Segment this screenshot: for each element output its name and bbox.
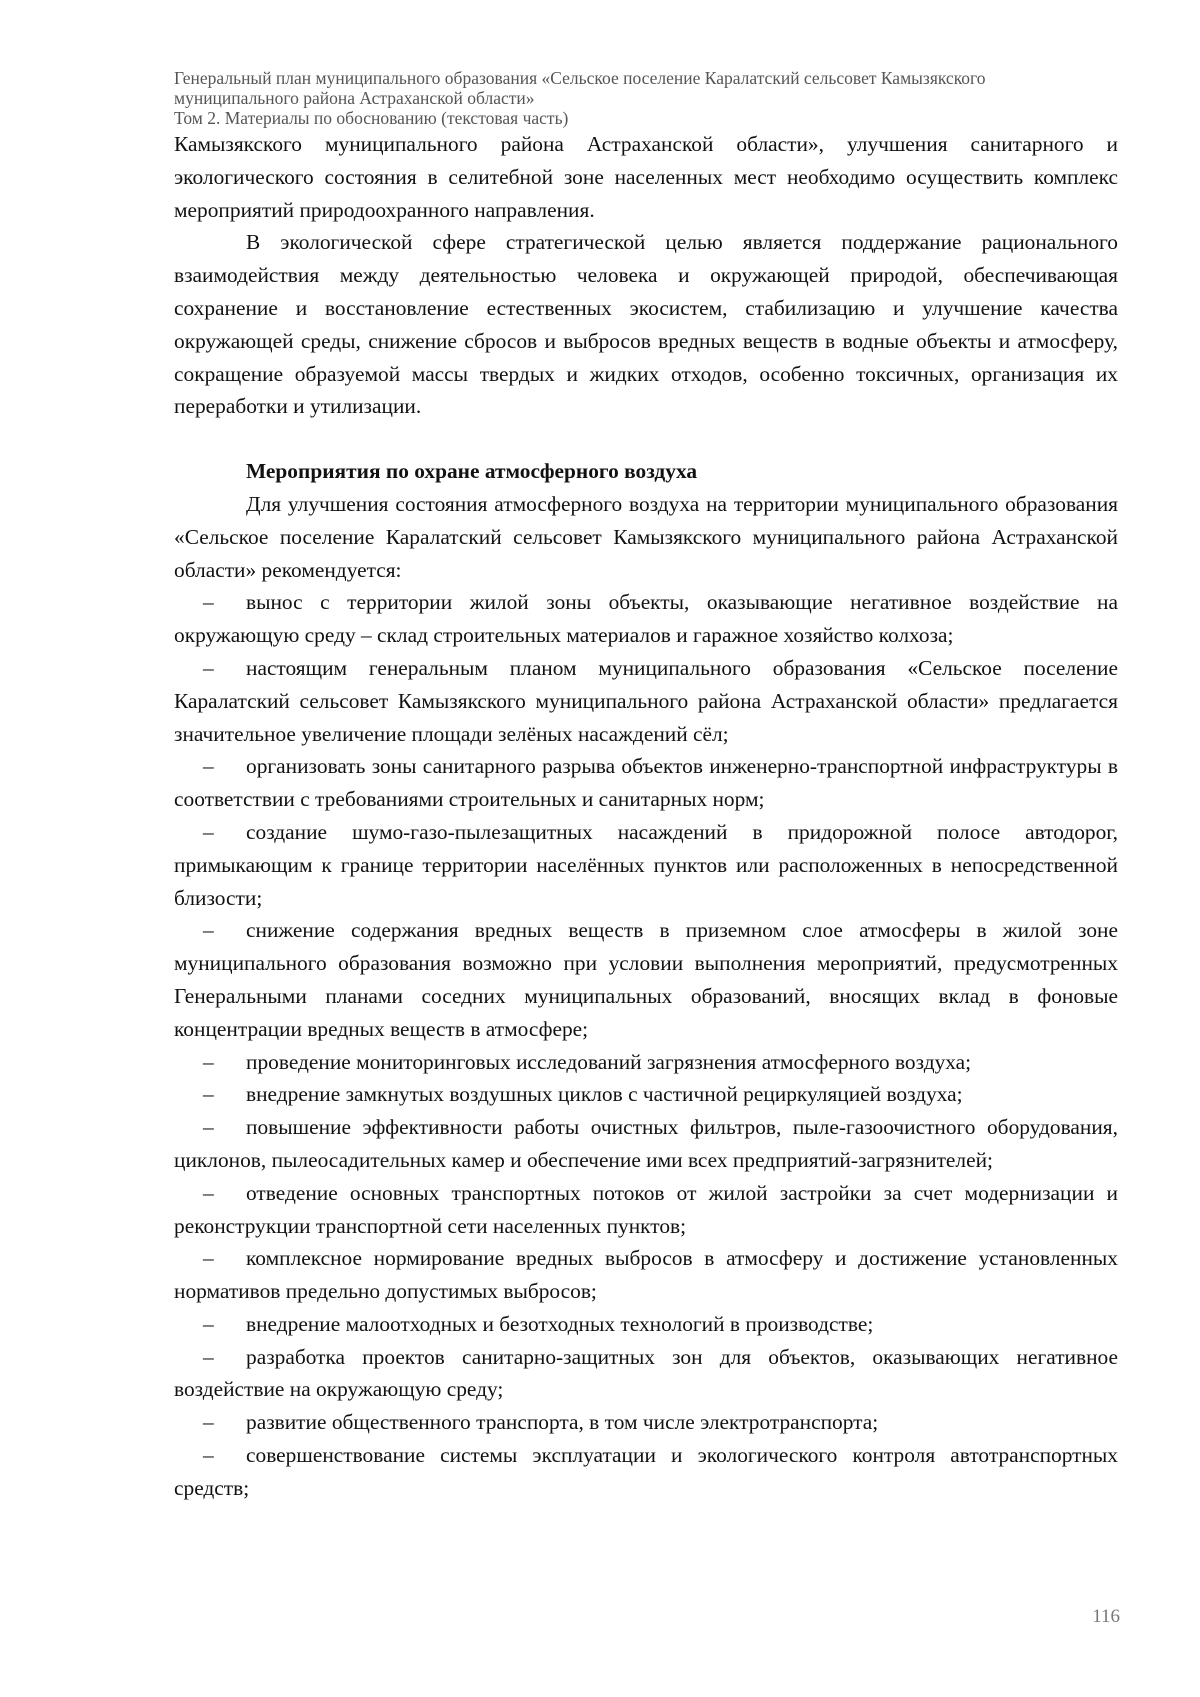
list-item (174, 1078, 1118, 1111)
dash-marker: – (203, 655, 214, 680)
list-item (174, 1308, 1118, 1341)
dash-marker: – (203, 590, 214, 615)
header-title-line-2: муниципального района Астраханской области» (174, 88, 535, 108)
header-volume-line: Том 2. Материалы по обоснованию (текстовая часть) (174, 108, 569, 128)
list-item-text: создание шумо-газо-пылезащитных насаждений в придорожной полосе автодорог, примыкающим к границе территории населённых пунктов или расположенных в непосредственной близости; (174, 819, 1118, 910)
list-item (174, 914, 1118, 1045)
document-body (174, 128, 1118, 1505)
dash-marker: – (203, 1344, 214, 1369)
list-item (174, 1111, 1118, 1177)
dash-marker: – (203, 754, 214, 779)
list-item-text: повышение эффективности работы очистных фильтров, пыле-газоочистного оборудования, циклонов, пылеосадительных камер и обеспечение ими всех предприятий-загрязнителей; (174, 1115, 1118, 1172)
list-item-text: развитие общественного транспорта, в том числе электротранспорта; (246, 1410, 879, 1435)
list-item (174, 1242, 1118, 1308)
list-item-text: организовать зоны санитарного разрыва объектов инженерно-транспортной инфраструктуры в соответствии с требованиями строительных и санитарных норм; (174, 754, 1118, 812)
section-heading: Мероприятия по охране атмосферного воздуха (246, 459, 698, 484)
dash-marker: – (203, 1311, 214, 1336)
list-item-text: снижение содержания вредных веществ в приземном слое атмосферы в жилой зоне муниципального образования возможно при условии выполнения мероприятий, предусмотренных Генеральными планами соседних муниципальных образований, вносящих вклад в фоновые концентрации вредных веществ в атмосфере; (174, 918, 1118, 1041)
paragraph-ecology-goal: В экологической сфере стратегической целью является поддержание рационального взаимодействия между деятельностью человека и окружающей природой, обеспечивающая сохранение и восстановление естественных экосистем, стабилизацию и улучшение качества окружающей среды, снижение сбросов и выбросов вредных веществ в водные объекты и атмосферу, сокращение образуемой массы твердых и жидких отходов, особенно токсичных, организация их переработки и утилизации. (174, 230, 1118, 419)
list-item (174, 652, 1118, 750)
section-intro: Для улучшения состояния атмосферного воздуха на территории муниципального образования «Сельское поселение Каралатский сельсовет Камызякского муниципального района Астраханской области» рекомендуется: (174, 491, 1118, 582)
dash-marker: – (203, 1082, 214, 1107)
list-item (174, 586, 1118, 652)
dash-marker: – (203, 819, 214, 844)
dash-marker: – (203, 1049, 214, 1074)
dash-marker: – (203, 1115, 214, 1140)
dash-marker: – (203, 1410, 214, 1435)
list-item-text: внедрение замкнутых воздушных циклов с частичной рециркуляцией воздуха; (246, 1082, 963, 1107)
list-item (174, 1046, 1118, 1079)
list-item (174, 816, 1118, 914)
measures-list (174, 586, 1118, 1504)
dash-marker: – (203, 1246, 214, 1271)
dash-marker: – (203, 1180, 214, 1205)
list-item (174, 1406, 1118, 1439)
dash-marker: – (203, 1443, 214, 1468)
list-item-text: комплексное нормирование вредных выбросов в атмосферу и достижение установленных нормативов предельно допустимых выбросов; (174, 1246, 1118, 1304)
list-item-text: вынос с территории жилой зоны объекты, оказывающие негативное воздействие на окружающую среду – склад строительных материалов и гаражное хозяйство колхоза; (174, 590, 1118, 648)
page-number: 116 (1092, 1606, 1120, 1627)
list-item-text: отведение основных транспортных потоков от жилой застройки за счет модернизации и реконструкции транспортной сети населенных пунктов; (174, 1180, 1118, 1238)
list-item-text: разработка проектов санитарно-защитных зон для объектов, оказывающих негативное воздействие на окружающую среду; (174, 1344, 1118, 1402)
list-item (174, 1439, 1118, 1505)
dash-marker: – (203, 918, 214, 943)
list-item (174, 1341, 1118, 1407)
header-title-line-1: Генеральный план муниципального образования «Сельское поселение Каралатский сельсовет Камызякского (174, 68, 986, 88)
paragraph-continued: Камызякского муниципального района Астраханской области», улучшения санитарного и экологического состояния в селитебной зоне населенных мест необходимо осуществить комплекс мероприятий природоохранного направления. (174, 132, 1118, 222)
list-item-text: настоящим генеральным планом муниципального образования «Сельское поселение Каралатский сельсовет Камызякского муниципального района Астраханской области» предлагается значительное увеличение площади зелёных насаждений сёл; (174, 655, 1118, 746)
running-header (174, 68, 1118, 128)
list-item-text: проведение мониторинговых исследований загрязнения атмосферного воздуха; (246, 1049, 972, 1074)
document-page (174, 68, 1118, 1505)
list-item-text: внедрение малоотходных и безотходных технологий в производстве; (246, 1311, 874, 1336)
list-item (174, 1177, 1118, 1243)
list-item-text: совершенствование системы эксплуатации и экологического контроля автотранспортных средств; (174, 1443, 1118, 1500)
list-item (174, 750, 1118, 816)
